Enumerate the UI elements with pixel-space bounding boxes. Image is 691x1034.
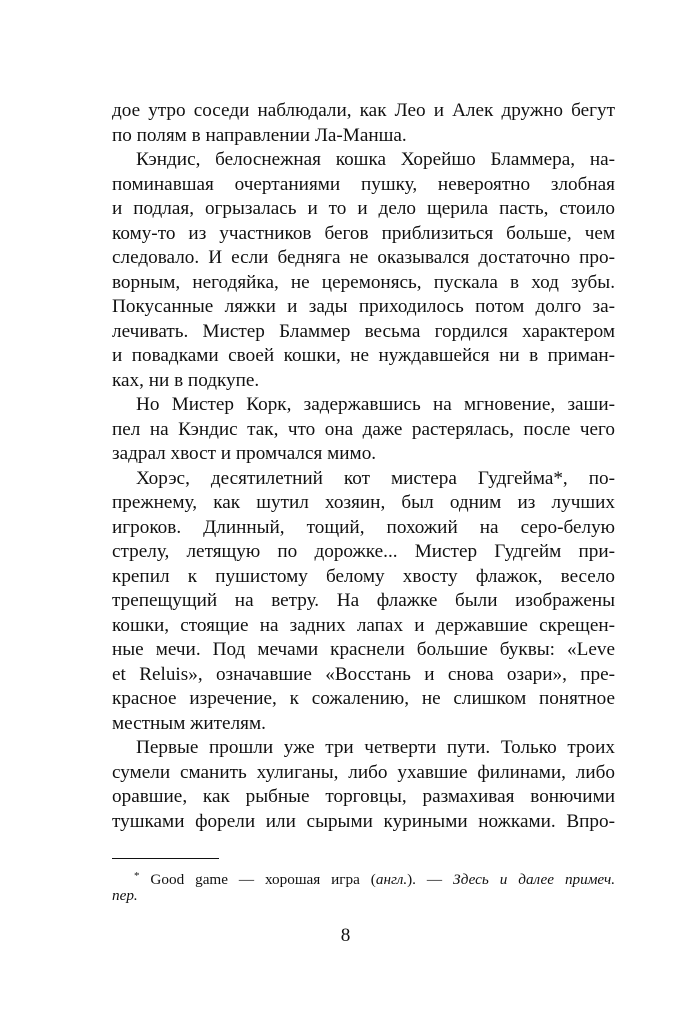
text-line: ках, ни в подкупе.	[112, 369, 260, 391]
text-line: лечивать. Мистер Бламмер весьма гордился характером	[112, 320, 615, 342]
text-line: местным жителям.	[112, 712, 266, 734]
footnote-line	[112, 886, 615, 906]
paragraph-first-line: Хорэс, десятилетний кот мистера Гудгейма*, по-	[136, 467, 615, 489]
text-line: по полям в направлении Ла-Манша.	[112, 124, 407, 146]
text-line: кому-то из участников бегов приблизиться больше, чем	[112, 222, 615, 244]
text-line: игроков. Длинный, тощий, похожий на серо-белую	[112, 516, 615, 538]
footnote-divider	[112, 858, 219, 859]
text-line: ные мечи. Под мечами краснели большие буквы: «Leve	[112, 639, 615, 660]
body-text	[112, 99, 615, 834]
text-line: дое утро соседи наблюдали, как Лео и Алек дружно бегут	[112, 100, 615, 121]
text-line: сумели сманить хулиганы, либо ухавшие филинами, либо	[112, 761, 615, 783]
text-line: крепил к пушистому белому хвосту флажок, весело	[112, 565, 615, 587]
text-line: трепещущий на ветру. На флажке были изображены	[112, 590, 615, 611]
footnote-separator: ). —	[407, 871, 454, 888]
text-line: тушками форели или сырыми куриными ножками. Впро-	[112, 810, 615, 832]
paragraph-first-line: Но Мистер Корк, задержавшись на мгновение, заши-	[136, 394, 615, 415]
footnote-text: Good game — хорошая игра (	[139, 871, 376, 888]
paragraph-first-line: Первые прошли уже три четверти пути. Только троих	[136, 737, 615, 758]
page-number: 8	[340, 925, 351, 946]
text-line: и подлая, огрызалась и то и дело щерила пасть, стоило	[112, 198, 615, 219]
text-line: ворным, негодяйка, не церемонясь, пускала в ход зубы.	[112, 271, 615, 293]
footnote	[112, 866, 615, 906]
footnote-editor-note-end: пер.	[112, 887, 138, 904]
text-line: прежнему, как шутил хозяин, был одним из лучших	[112, 492, 615, 513]
text-line: et Reluis», означавшие «Восстань и снова озари», пре-	[112, 663, 615, 685]
paragraph-first-line: Кэндис, белоснежная кошка Хорейшо Бламмера, на-	[136, 149, 615, 170]
text-line: задрал хвост и промчался мимо.	[112, 443, 377, 464]
footnote-marker: *	[134, 870, 140, 882]
footnote-line	[112, 866, 615, 886]
text-line: красное изречение, к сожалению, не слишком понятное	[112, 688, 615, 709]
text-line: оравшие, как рыбные торговцы, размахивая вонючими	[112, 786, 615, 807]
footnote-language: англ.	[375, 871, 408, 888]
text-line: Покусанные ляжки и зады приходилось потом долго за-	[112, 296, 615, 317]
text-line: пел на Кэндис так, что она даже растерялась, после чего	[112, 418, 615, 440]
text-line: следовало. И если бедняга не оказывался достаточно про-	[112, 247, 615, 268]
text-line: поминавшая очертаниями пушку, невероятно злобная	[112, 173, 615, 195]
text-line: стрелу, летящую по дорожке... Мистер Гудгейм при-	[112, 541, 615, 562]
text-line: и повадками своей кошки, не нуждавшейся ни в приман-	[112, 345, 615, 366]
footnote-editor-note: Здесь и далее примеч.	[453, 871, 615, 888]
text-line: кошки, стоящие на задних лапах и державшие скрещен-	[112, 614, 615, 636]
